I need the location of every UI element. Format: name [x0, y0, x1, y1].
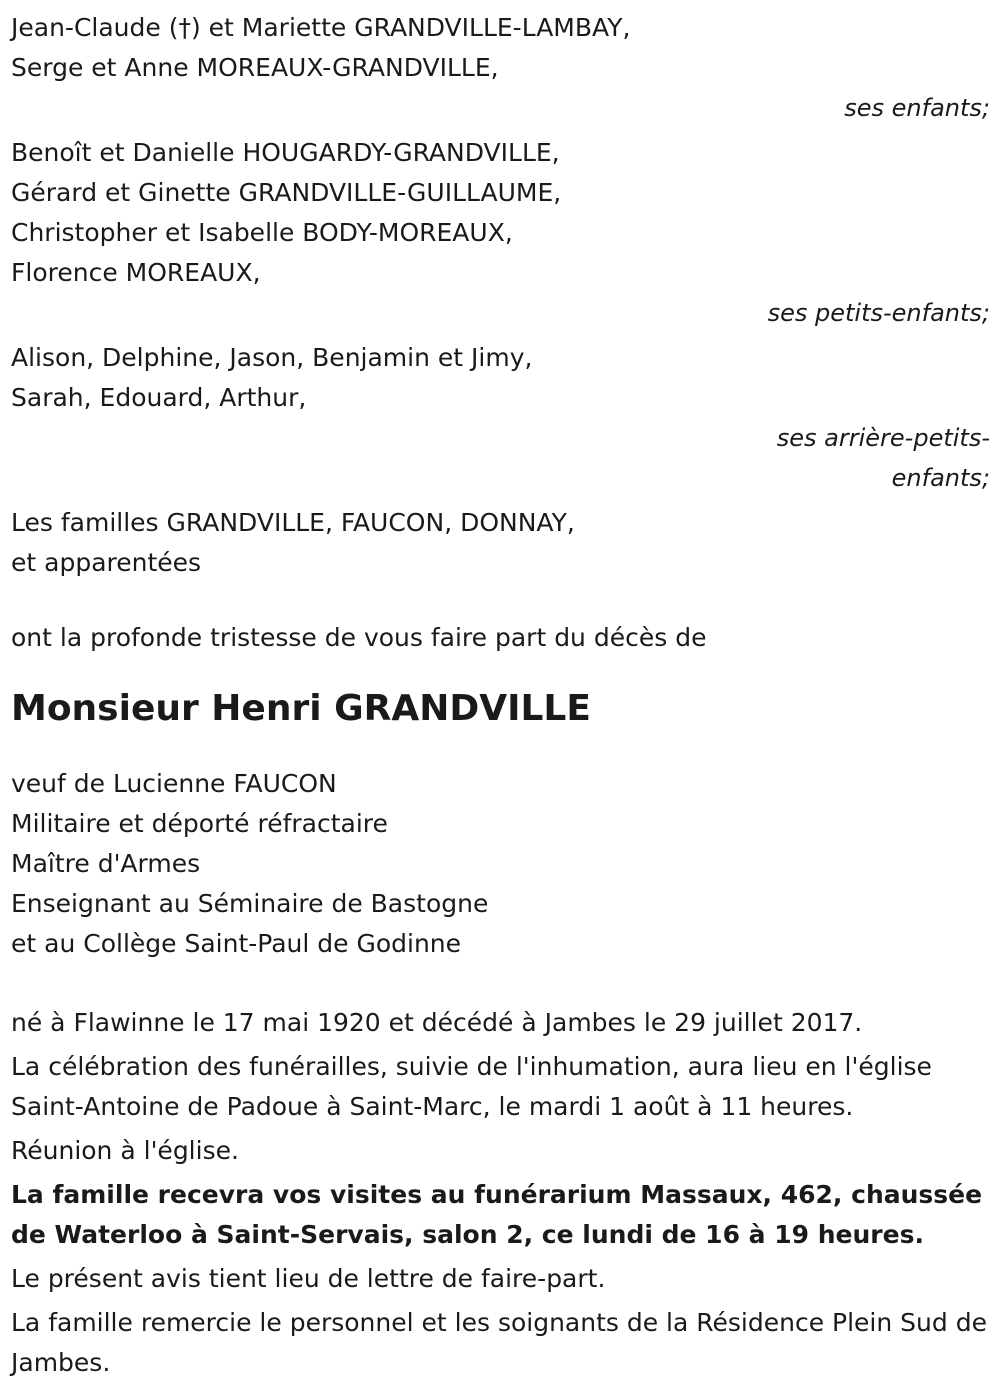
biography — [11, 764, 990, 964]
children-group — [11, 8, 990, 128]
great-grandchildren-line-1: Alison, Delphine, Jason, Benjamin et Jimy, — [11, 343, 533, 372]
great-grandchildren-group — [11, 338, 990, 498]
great-grandchildren-line-2: Sarah, Edouard, Arthur, — [11, 383, 307, 412]
ceremony-text: La célébration des funérailles, suivie de l'inhumation, aura lieu en l'église Saint-Antoine de Padoue à Saint-Marc, le mardi 1 août à 11 heures. — [11, 1052, 932, 1121]
meeting-text: Réunion à l'église. — [11, 1136, 239, 1165]
biography-line-1: veuf de Lucienne FAUCON — [11, 769, 337, 798]
obituary-notice — [11, 8, 990, 1385]
biography-line-5: et au Collège Saint-Paul de Godinne — [11, 929, 462, 958]
thanks-text: La famille remercie le personnel et les soignants de la Résidence Plein Sud de Jambes. — [11, 1308, 987, 1377]
biography-line-2: Militaire et déporté réfractaire — [11, 809, 388, 838]
grandchildren-line-2: Gérard et Ginette GRANDVILLE-GUILLAUME, — [11, 178, 562, 207]
announcement-text: ont la profonde tristesse de vous faire part du décès de — [11, 623, 707, 652]
birth-death-text: né à Flawinne le 17 mai 1920 et décédé à Jambes le 29 juillet 2017. — [11, 1008, 863, 1037]
great-grandchildren-label-2: enfants; — [891, 464, 990, 492]
grandchildren-line-1: Benoît et Danielle HOUGARDY-GRANDVILLE, — [11, 138, 560, 167]
children-label: ses enfants; — [844, 94, 990, 122]
great-grandchildren-label-1: ses arrière-petits- — [776, 424, 990, 452]
visits-text: La famille recevra vos visites au funérarium Massaux, 462, chaussée de Waterloo à Saint-Servais, salon 2, ce lundi de 16 à 19 heures. — [11, 1180, 983, 1249]
biography-line-4: Enseignant au Séminaire de Bastogne — [11, 889, 489, 918]
children-line-2: Serge et Anne MOREAUX-GRANDVILLE, — [11, 53, 499, 82]
families-line-2: et apparentées — [11, 548, 202, 577]
notice-text: Le présent avis tient lieu de lettre de faire-part. — [11, 1264, 606, 1293]
biography-line-3: Maître d'Armes — [11, 849, 201, 878]
families-line-1: Les familles GRANDVILLE, FAUCON, DONNAY, — [11, 508, 575, 537]
grandchildren-line-4: Florence MOREAUX, — [11, 258, 261, 287]
grandchildren-label: ses petits-enfants; — [767, 299, 990, 327]
deceased-name: Monsieur Henri GRANDVILLE — [11, 688, 591, 729]
families-group — [11, 503, 990, 583]
children-line-1: Jean-Claude (†) et Mariette GRANDVILLE-LAMBAY, — [11, 13, 631, 42]
grandchildren-line-3: Christopher et Isabelle BODY-MOREAUX, — [11, 218, 513, 247]
grandchildren-group — [11, 133, 990, 333]
